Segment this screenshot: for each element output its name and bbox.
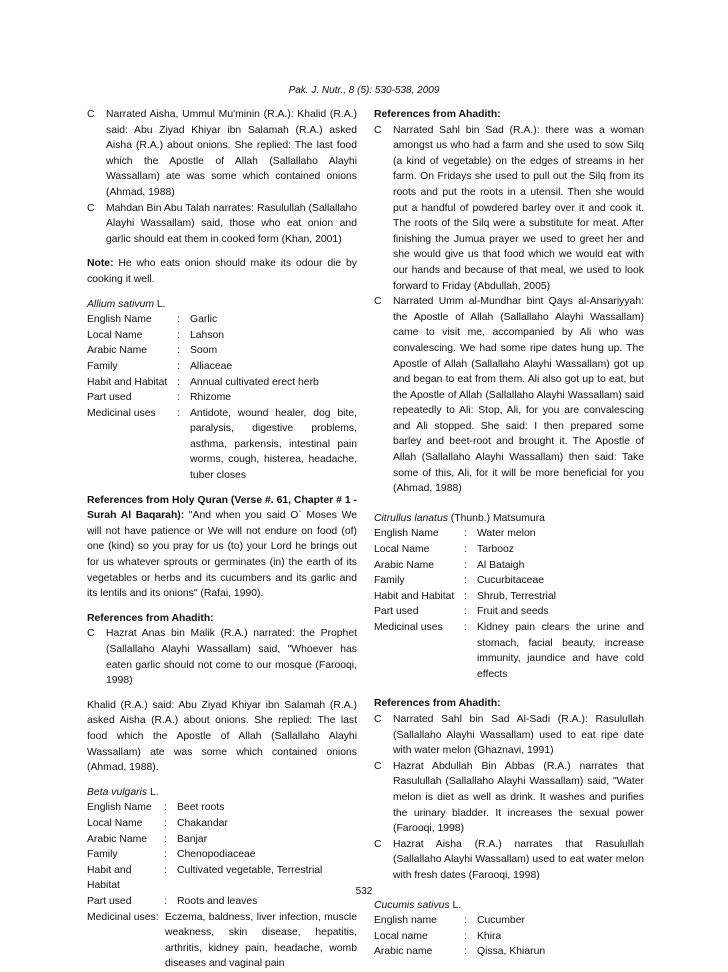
species-author: L. bbox=[147, 786, 159, 798]
info-row bbox=[374, 944, 644, 960]
bullet-marker: C bbox=[87, 628, 95, 640]
info-colon: : bbox=[177, 407, 180, 419]
bullet-text: Hazrat Aisha (R.A.) narrates that Rasulullah (Sallallaho Alayhi Wassallam) used to eat water melon with fresh dates (Farooqi, 1998) bbox=[393, 838, 644, 881]
info-value: Garlic bbox=[190, 314, 218, 326]
info-colon: : bbox=[164, 895, 167, 907]
info-colon: : bbox=[164, 802, 167, 814]
info-row bbox=[87, 800, 357, 816]
info-key: English name bbox=[374, 915, 437, 927]
info-row bbox=[374, 526, 644, 542]
quran-reference bbox=[87, 493, 357, 602]
bullet-marker: C bbox=[374, 296, 382, 308]
info-key: Local name bbox=[374, 930, 428, 942]
info-value: Eczema, baldness, liver infection, muscle weakness, skin disease, hepatitis, arthritis, kidney pain, headache, womb diseases and vaginal pain bbox=[165, 911, 357, 970]
species-title bbox=[374, 511, 644, 527]
bullet-item bbox=[374, 294, 644, 497]
species-author: (Thunb.) Matsumura bbox=[447, 512, 545, 524]
info-colon: : bbox=[164, 833, 167, 845]
bullet-item bbox=[87, 201, 357, 248]
bullet-text: Narrated Sahl bin Sad Al-Sadi (R.A.): Rasulullah (Sallallaho Alayhi Wassallam) used to eat ripe date with water melon (Ghaznavi, 1991) bbox=[393, 713, 644, 757]
right-column bbox=[374, 107, 644, 960]
info-colon: : bbox=[177, 314, 180, 326]
section-heading: References from Ahadith: bbox=[374, 698, 501, 710]
info-row bbox=[374, 604, 644, 620]
note-paragraph bbox=[87, 256, 357, 287]
info-key: English Name bbox=[87, 802, 152, 814]
info-value: Antidote, wound healer, dog bite, paralysis, digestive problems, asthma, parkensis, intestinal pain worms, cough, histerea, headache, tuber closes bbox=[190, 407, 357, 482]
info-key: Local Name bbox=[374, 544, 430, 556]
bullet-item bbox=[374, 837, 644, 884]
info-row bbox=[87, 359, 357, 375]
info-key: Family bbox=[374, 575, 405, 587]
info-key: Medicinal uses: bbox=[87, 911, 159, 923]
info-value: Rhizome bbox=[190, 392, 231, 404]
note-label: Note: bbox=[87, 258, 114, 270]
species-title bbox=[87, 785, 357, 801]
left-column bbox=[87, 107, 357, 972]
bullet-marker: C bbox=[374, 124, 382, 136]
quran-heading: References from Holy Quran (Verse #. 61, Chapter # 1 - Surah Al Baqarah): bbox=[87, 494, 357, 522]
info-key: Medicinal uses bbox=[87, 407, 156, 419]
species-name: Beta vulgaris bbox=[87, 786, 148, 798]
info-value: Cucurbitaceae bbox=[477, 575, 545, 587]
info-row bbox=[87, 343, 357, 359]
info-key: Habit and Habitat bbox=[87, 864, 132, 892]
species-author: L. bbox=[449, 899, 462, 911]
info-value: Cucumber bbox=[477, 915, 525, 927]
bullet-item bbox=[87, 626, 357, 688]
info-key: English Name bbox=[87, 314, 152, 326]
info-key: Local Name bbox=[87, 817, 143, 829]
info-row bbox=[87, 390, 357, 406]
info-key: Arabic Name bbox=[87, 833, 148, 845]
bullet-marker: C bbox=[374, 713, 382, 725]
info-key: Habit and Habitat bbox=[374, 590, 455, 602]
info-colon: : bbox=[464, 544, 467, 556]
bullet-marker: C bbox=[87, 109, 95, 120]
species-name: Allium sativum bbox=[87, 298, 154, 310]
info-row bbox=[87, 328, 357, 344]
info-value: Banjar bbox=[177, 833, 208, 845]
species-title bbox=[374, 898, 644, 914]
quran-text: "And when you said O` Moses We will not have patience or We will not endure on food (of) one (kind) so you pray for us (to) your Lord he brings out for us whatever sprouts or germinates (in) the earth of its vegetables or herbs and its cucumbers and its garlic and its lentils and its onions" (Rafai, 1990). bbox=[87, 510, 357, 600]
info-colon: : bbox=[464, 930, 467, 942]
bullet-item bbox=[374, 759, 644, 837]
info-row bbox=[87, 816, 357, 832]
info-row bbox=[374, 573, 644, 589]
info-colon: : bbox=[464, 528, 467, 540]
info-key: Medicinal uses bbox=[374, 622, 443, 633]
page-number: 532 bbox=[355, 886, 373, 897]
info-colon: : bbox=[464, 559, 467, 571]
bullet-text: Narrated Umm al-Mundhar bint Qays al-Ansariyyah: the Apostle of Allah (Sallallaho Alayhi Wassallam) came to visit me, accompanied by Ali who was convalescing. We had some ripe dates hung up. The Apostle of Allah (Sallallaho Alayhi Wassallam) got up and began to eat from them. Ali also got up to eat, but the Apostle of Allah (Sallallaho Alayhi Wassallam) said repeatedly to Ali: Stop, Ali, for you are convalescing and Ali stopped. She said: I then prepared some barley and beet-root and brought it. The Apostle of Allah (Sallallaho Alayhi Wassallam) then said: Take some of this, Ali, for it will be more beneficial for you (Ahmad, 1988) bbox=[393, 296, 644, 495]
bullet-item bbox=[374, 712, 644, 759]
info-value: Alliaceae bbox=[190, 360, 233, 372]
info-value: Chakandar bbox=[177, 817, 228, 829]
info-colon: : bbox=[164, 849, 167, 861]
info-value: Khira bbox=[477, 930, 502, 942]
info-colon: : bbox=[464, 606, 467, 618]
info-colon: : bbox=[464, 575, 467, 587]
bullet-text: Narrated Sahl bin Sad (R.A.): there was a woman amongst us who had a farm and she used to sow Silq (a kind of vegetable) on the edges of streams in her farm. On Fridays she used to pull out the Silq from its roots and put the roots in a utensil. Then she would put a handful of powdered barley over it and cook it. The roots of the Silq were a substitute for meat. After finishing the Jumua prayer we used to greet her and she would give us that food which we would eat with our hands and because of that meal, we used to look forward to Friday (Abdullah, 2005) bbox=[393, 124, 644, 292]
info-colon: : bbox=[464, 590, 467, 602]
info-colon: : bbox=[164, 817, 167, 829]
info-value: Water melon bbox=[477, 528, 536, 540]
info-value: Soom bbox=[190, 345, 218, 357]
info-value: Lahson bbox=[190, 329, 225, 341]
info-row bbox=[87, 847, 357, 863]
info-key: Local Name bbox=[87, 329, 143, 341]
info-colon: : bbox=[464, 946, 467, 958]
info-key: Part used bbox=[87, 895, 132, 907]
species-name: Cucumis sativus bbox=[374, 899, 450, 911]
info-colon: : bbox=[177, 345, 180, 357]
info-row bbox=[87, 832, 357, 848]
info-row bbox=[87, 312, 357, 328]
info-row bbox=[374, 542, 644, 558]
info-key: Family bbox=[87, 360, 118, 372]
info-row bbox=[374, 913, 644, 929]
note-text: He who eats onion should make its odour die by cooking it well. bbox=[87, 258, 357, 285]
info-key: Family bbox=[87, 849, 118, 861]
info-key: Arabic Name bbox=[87, 345, 148, 357]
bullet-marker: C bbox=[87, 202, 95, 214]
info-colon: : bbox=[464, 622, 467, 633]
species-name: Citrullus lanatus bbox=[374, 512, 448, 524]
info-key: Arabic name bbox=[374, 946, 433, 958]
info-value: Kidney pain clears the urine and stomach, facial beauty, increase immunity, jaundice and have cold effects bbox=[477, 622, 644, 680]
info-value: Chenopodiaceae bbox=[177, 849, 256, 861]
bullet-item bbox=[374, 123, 644, 295]
info-key: Part used bbox=[87, 392, 132, 404]
bullet-text: Mahdan Bin Abu Talah narrates: Rasulullah (Sallallaho Alayhi Wassallam) said, those who eat onion and garlic should eat them in cooked form (Khan, 2001) bbox=[106, 202, 357, 245]
info-value: Fruit and seeds bbox=[477, 606, 549, 618]
info-colon: : bbox=[177, 360, 180, 372]
info-colon: : bbox=[464, 915, 467, 927]
info-row bbox=[87, 910, 357, 972]
bullet-marker: C bbox=[374, 838, 382, 850]
info-value: Annual cultivated erect herb bbox=[190, 376, 319, 388]
info-colon: : bbox=[177, 329, 180, 341]
bullet-marker: C bbox=[374, 760, 382, 772]
section-heading: References from Ahadith: bbox=[374, 109, 501, 120]
bullet-text: Hazrat Abdullah Bin Abbas (R.A.) narrates that Rasulullah (Sallallaho Alayhi Wassallam) said, "Water melon is diet as well as drink. It washes and purifies the urinary bladder. It increases the sexual power (Farooqi, 1998) bbox=[393, 760, 644, 835]
info-colon: : bbox=[177, 392, 180, 404]
info-key: Part used bbox=[374, 606, 419, 618]
info-value: Shrub, Terrestrial bbox=[477, 590, 556, 602]
info-colon: : bbox=[177, 376, 180, 388]
info-value: Tarbooz bbox=[477, 544, 514, 556]
running-header: Pak. J. Nutr., 8 (5): 530-538, 2009 bbox=[288, 85, 440, 96]
section-heading: References from Ahadith: bbox=[87, 612, 214, 624]
info-value: Beet roots bbox=[177, 802, 225, 814]
info-key: Habit and Habitat bbox=[87, 376, 168, 388]
info-key: Arabic Name bbox=[374, 559, 435, 571]
info-row bbox=[374, 558, 644, 574]
info-row bbox=[87, 375, 357, 391]
khalid-paragraph: Khalid (R.A.) said: Abu Ziyad Khiyar ibn Salamah (R.A.) asked Aisha (R.A.) about onions. She replied: The last food which the Apostle of Allah (Sallallaho Alayhi Wassallam) ate was some which contained onions (Ahmad, 1988). bbox=[87, 699, 357, 774]
bullet-text: Hazrat Anas bin Malik (R.A.) narrated: the Prophet (Sallallaho Alayhi Wassallam) said, "Whoever has eaten garlic should not come to our mosque (Farooqi, 1998) bbox=[106, 628, 357, 687]
info-key: English Name bbox=[374, 528, 439, 540]
info-value: Qissa, Khiarun bbox=[477, 946, 546, 958]
info-colon: : bbox=[164, 864, 167, 876]
info-value: Cultivated vegetable, Terrestrial bbox=[177, 864, 323, 876]
species-author: L. bbox=[153, 298, 166, 310]
info-value: Al Bataigh bbox=[477, 559, 525, 571]
species-title bbox=[87, 297, 357, 313]
bullet-text: Narrated Aisha, Ummul Mu'minin (R.A.): Khalid (R.A.) said: Abu Ziyad Khiyar ibn Salamah (R.A.) asked Aisha (R.A.) about onions. She replied: The last food which the Apostle of Allah (Sallallaho Alayhi Wassallam) ate was some which contained onions (Ahmad, 1988) bbox=[106, 109, 357, 198]
info-row bbox=[87, 406, 357, 484]
info-row bbox=[374, 589, 644, 605]
info-value: Roots and leaves bbox=[177, 895, 258, 907]
info-row bbox=[374, 620, 644, 682]
bullet-item bbox=[87, 107, 357, 201]
